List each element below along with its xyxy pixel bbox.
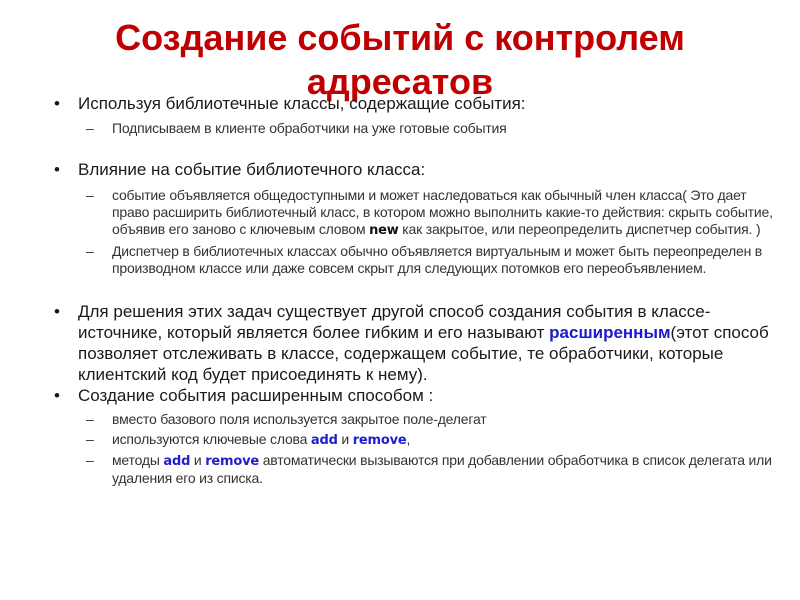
text: , [406,431,411,447]
sub-bullet-public-event [54,187,774,239]
text: и [337,431,353,447]
text: Для решения этих задач существует другой способ создания события в классе-источнике, который является более гибким и его называют [78,302,711,342]
bullet-create-extended: • Создание события расширенным способом : [54,386,774,406]
keyword-remove: remove [352,433,407,448]
text: (этот способ позволяет отслеживать в классе, содержащем событие, те обработчики, которые клиентский код будет присоединять к нему). [78,323,769,384]
slide-title [0,16,800,104]
title-line-1: Создание событий с контролем [115,17,685,58]
bullet-extended-way [54,301,774,385]
text: событие объявляется общедоступными и может наследоваться как обычный член класса( Это дает право расширить библиотечный класс, в котором можно выполнить какие-то действия: скрыть событие, объявив его заново с ключевым словом [112,187,773,237]
keyword-add: add [163,454,191,469]
keyword-new: new [369,223,399,238]
text: используются ключевые слова [112,431,311,447]
slide-content [54,94,774,487]
sub-bullet-keywords [54,431,774,449]
keyword-remove: remove [205,454,259,469]
highlight-extended: расширенным [549,323,671,342]
title-line-2: адресатов [306,61,494,102]
sub-bullet-private-field: – вместо базового поля используется закрытое поле-делегат [54,411,774,428]
bullet-library-classes: • Используя библиотечные классы, содержащие события: [54,94,774,114]
sub-bullet-subscribe: – Подписываем в клиенте обработчики на уже готовые события [54,120,774,137]
sub-bullet-methods [54,452,774,487]
bullet-influence: • Влияние на событие библиотечного класса: [54,160,774,180]
sub-bullet-dispatcher: – Диспетчер в библиотечных классах обычно объявляется виртуальным и может быть переопределен в производном классе или даже совсем скрыт для следующих потомков его переобъявлением. [54,243,774,277]
text: и [190,452,206,468]
text: автоматически вызываются при добавлении обработчика в список делегата или удаления его из списка. [112,452,772,486]
keyword-add: add [310,433,338,448]
text: как закрытое, или переопределить диспетчер события. ) [398,221,761,237]
text: методы [112,452,164,468]
